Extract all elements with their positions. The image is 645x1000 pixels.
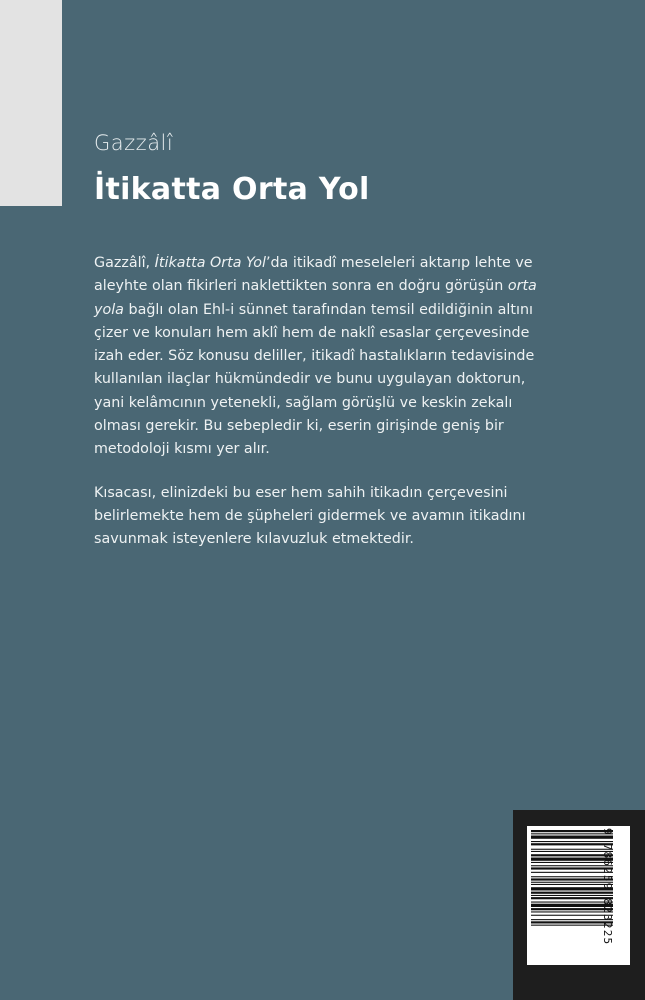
blurb-italic-phrase: orta yola — [94, 278, 537, 318]
blurb-after-title: ’da itikadî meseleleri aktarıp lehte ve aleyhte olan fikirleri naklettikten sonra en doğru görüşün — [94, 255, 533, 295]
author-name: Gazzâlî — [94, 131, 174, 155]
book-title: İtikatta Orta Yol — [94, 172, 370, 207]
blurb-paragraph-1 — [94, 252, 554, 462]
back-cover-blurb — [94, 252, 554, 572]
isbn-number: 9 786259 823225 — [601, 828, 614, 946]
cover-side-strip — [0, 0, 62, 206]
blurb-intro: Gazzâlî, — [94, 255, 155, 271]
blurb-paragraph-2: Kısacası, elinizdeki bu eser hem sahih itikadın çerçevesini belirlemekte hem de şüpheleri gidermek ve avamın itikadını savunmak isteyenlere kılavuzluk etmektedir. — [94, 484, 526, 548]
isbn-barcode — [527, 826, 630, 965]
blurb-title-italic: İtikatta Orta Yol — [154, 255, 266, 271]
blurb-rest: bağlı olan Ehl-i sünnet tarafından temsil edildiğinin altını çizer ve konuları hem aklî hem de naklî esaslar çerçevesinde izah eder. Söz konusu deliller, itikadî hastalıkların tedavisinde kullanılan ilaçlar hükmündedir ve bunu uygulayan doktorun, yani kelâmcının yetenekli, sağlam görüşlü ve keskin zekalı olması gerekir. Bu sebepledir ki, eserin girişinde geniş bir metodoloji kısmı yer alır. — [94, 301, 535, 458]
